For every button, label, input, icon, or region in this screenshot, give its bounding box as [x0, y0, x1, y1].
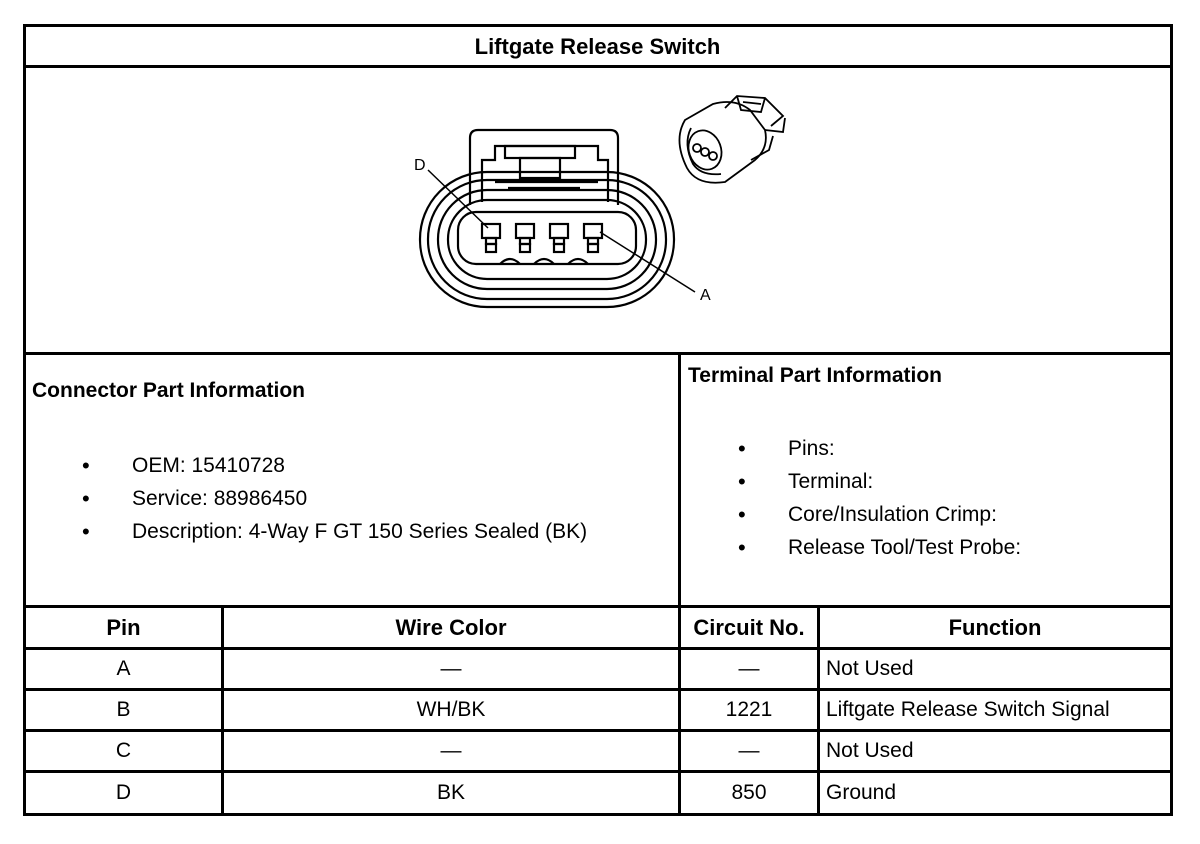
table-row-b-circuit: 1221	[725, 698, 773, 721]
table-row-c-function: Not Used	[826, 739, 914, 762]
terminal-crimp: • Core/Insulation Crimp:	[738, 498, 1021, 531]
table-row-a-pin: A	[116, 657, 131, 680]
terminal-release-tool: • Release Tool/Test Probe:	[738, 531, 1021, 564]
pin-d-label: D	[414, 157, 426, 174]
table-row-d-circuit: 850	[731, 781, 767, 804]
table-row-b-wire-color: WH/BK	[416, 698, 486, 721]
header-pin: Pin	[106, 614, 141, 640]
connector-description: • Description: 4-Way F GT 150 Series Sealed (BK)	[82, 515, 587, 548]
connector-oem: • OEM: 15410728	[82, 449, 587, 482]
table-row-d-wire-color: BK	[436, 781, 465, 804]
table-row-c-circuit: —	[738, 739, 760, 762]
terminal-terminal: • Terminal:	[738, 465, 1021, 498]
table-row-b-function: Liftgate Release Switch Signal	[826, 698, 1110, 721]
connector-3d-view	[665, 90, 800, 190]
connector-info-heading: Connector Part Information	[32, 379, 306, 402]
table-row-c-wire-color: —	[440, 739, 462, 762]
connector-service: • Service: 88986450	[82, 482, 587, 515]
table-row-d-function: Ground	[826, 781, 897, 804]
table-row-a-wire-color: —	[440, 657, 462, 680]
table-row-a-function: Not Used	[826, 657, 914, 680]
header-function: Function	[948, 614, 1042, 640]
table-row-b-pin: B	[116, 698, 131, 721]
terminal-info-list	[738, 432, 1021, 564]
diagram-divider	[23, 352, 1173, 355]
table-row-a-circuit: —	[738, 657, 760, 680]
pin-a-label: A	[700, 287, 711, 304]
header-wire-color: Wire Color	[395, 614, 507, 640]
terminal-info-heading: Terminal Part Information	[688, 364, 942, 387]
terminal-pins: • Pins:	[738, 432, 1021, 465]
table-row-d-pin: D	[115, 781, 132, 804]
page-title: Liftgate Release Switch	[474, 34, 721, 59]
header-circuit-no: Circuit No.	[693, 614, 805, 640]
table-row-c-pin: C	[115, 739, 132, 762]
connector-info-list	[82, 449, 587, 548]
